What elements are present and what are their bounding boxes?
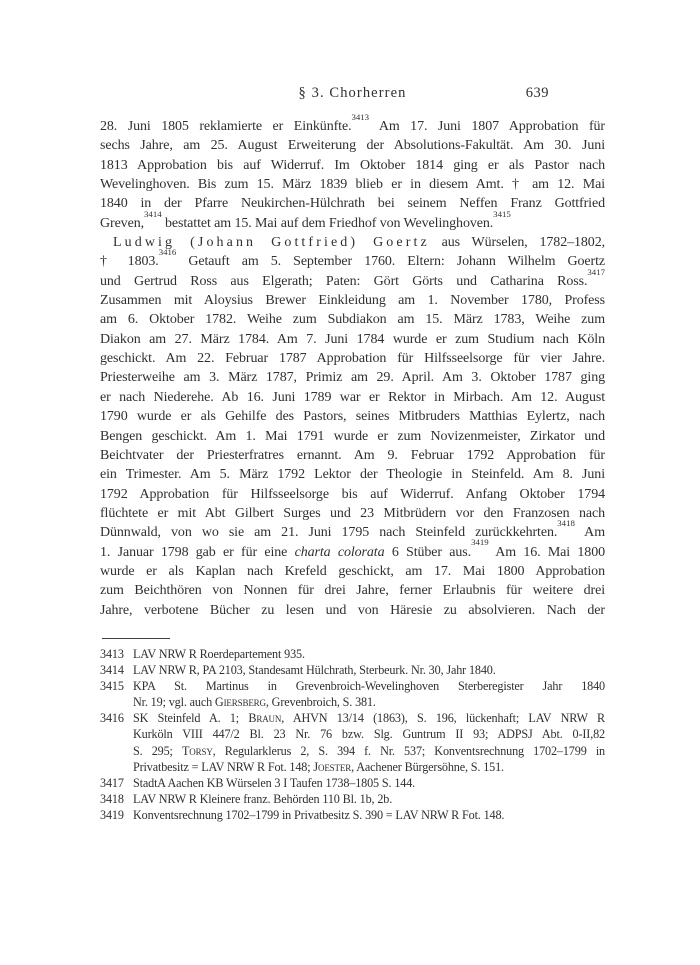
body-text — [100, 111, 605, 620]
page-header — [100, 85, 605, 105]
text-line — [100, 518, 605, 542]
text-line — [133, 662, 605, 678]
footnote-number: 3419 — [100, 807, 124, 822]
footnote-item — [100, 807, 605, 823]
text-run: Privatbesitz = LAV NRW R Fot. 148; — [133, 759, 314, 774]
footnote-ref: 3417 — [587, 266, 605, 277]
text-run: LAV NRW R Roerdepartement 935. — [133, 647, 305, 661]
text-run: KPA St. Martinus in Grevenbroich-Wevelinghoven Sterberegister Jahr 1840 — [133, 679, 605, 694]
text-run: Greven, — [100, 215, 145, 231]
text-run: Priesterweihe am 3. März 1787, Primiz am 29. April. Am 3. Oktober 1787 ging — [100, 370, 605, 386]
text-run: 1790 wurde er als Gehilfe des Pastors, seines Mitbruders Matthias Eylertz, nach — [100, 409, 605, 425]
text-run: StadtA Aachen KB Würselen 3 I Taufen 1738–1805 S. 144. — [133, 775, 416, 790]
text-line — [100, 330, 605, 349]
text-line — [133, 807, 605, 823]
text-run: ein Trimester. Am 5. März 1792 Lektor der Theologie in Steinfeld. Am 8. Juni — [100, 467, 605, 483]
text-run: flüchtete er mit Abt Gilbert Surges und 23 Mitbrüdern vor den Franzosen nach — [100, 505, 605, 521]
text-line — [133, 743, 605, 759]
footnote-text — [133, 662, 605, 678]
text-line — [100, 247, 605, 271]
footnote-ref: 3419 — [471, 537, 489, 548]
footnote-number: 3415 — [100, 679, 124, 694]
text-run: Diakon am 27. März 1784. Am 7. Juni 1784 wurde er zum Studium nach Köln — [100, 331, 605, 347]
text-run: und Gertrud Ross aus Elgerath; Paten: Gört Görts und Catharina Ross. — [100, 273, 588, 289]
text-run: wurde er als Kaplan nach Krefeld geschickt, am 17. Mai 1800 Approbation — [100, 563, 605, 579]
footnote-item — [100, 646, 605, 662]
text-run: Beichtvater der Priesterfratres ernannt. Am 9. Februar 1792 Approbation für — [100, 447, 605, 463]
text-line — [100, 175, 605, 194]
person-name-spaced: Ludwig (Johann Gottfried) Goertz — [113, 235, 430, 251]
text-run: Konventsrechnung 1702–1799 in Privatbesitz S. 390 = LAV NRW R Fot. 148. — [133, 807, 505, 822]
section-heading: § 3. Chorherren — [298, 85, 407, 101]
text-line — [133, 775, 605, 791]
text-line — [100, 349, 605, 368]
text-line — [133, 646, 605, 662]
text-line — [133, 678, 605, 694]
text-run: Getauft am 5. September 1760. Eltern: Johann Wilhelm Goertz — [176, 254, 605, 270]
text-line — [100, 310, 605, 329]
text-line — [100, 485, 605, 504]
author-smallcaps: Giersberg — [214, 695, 266, 710]
text-line — [100, 156, 605, 175]
text-run: Kurköln VIII 447/2 Bl. 23 Nr. 76 bzw. Slg. Guntrum II 93; ADPSJ Abt. 0-II,82 — [133, 727, 605, 742]
text-run: Dünnwald, von wo sie am 21. Juni 1795 nach Steinfeld zurückkehrten. — [100, 525, 558, 541]
text-run: LAV NRW R, PA 2103, Standesamt Hülchrath, Sterbeurk. Nr. 30, Jahr 1840. — [133, 663, 496, 678]
page-number: 639 — [525, 85, 549, 101]
text-line — [100, 194, 605, 213]
text-run: SK Steinfeld A. 1; — [133, 711, 249, 726]
text-line — [100, 111, 605, 136]
text-line — [133, 694, 605, 710]
footnote-number: 3417 — [100, 775, 124, 790]
footnote-text — [133, 710, 605, 774]
text-run: , Regularklerus 2, S. 394 f. Nr. 537; Konventsrechnung 1702–1799 in — [212, 743, 606, 758]
footnote-number: 3414 — [100, 663, 124, 678]
text-run: Am 17. Juni 1807 Approbation für — [369, 119, 605, 134]
footnote-item — [100, 710, 605, 774]
text-run: Am — [574, 525, 605, 541]
text-line — [133, 710, 605, 726]
footnote-ref: 3416 — [158, 247, 177, 258]
text-run: Zusammen mit Aloysius Brewer Einkleidung am 1. November 1780, Profess — [100, 293, 605, 309]
author-smallcaps: Joester — [313, 759, 352, 774]
text-run: sechs Jahre, am 25. August Erweiterung der Absolutions-Fakultät. Am 30. Juni — [100, 138, 605, 154]
text-run: Wevelinghoven. Bis zum 15. März 1839 blieb er in diesem Amt. † am 12. Mai — [100, 177, 605, 193]
text-line — [133, 759, 605, 775]
text-run: , Aachener Bürgersöhne, S. 151. — [351, 759, 504, 774]
footnote-item — [100, 662, 605, 678]
text-run: 1813 Approbation bis auf Widerruf. Im Oktober 1814 ging er als Pastor nach — [100, 157, 605, 173]
text-run: LAV NRW R Kleinere franz. Behörden 110 Bl. 1b, 2b. — [133, 791, 393, 806]
text-line — [100, 291, 605, 310]
text-line — [100, 562, 605, 581]
text-line — [133, 726, 605, 742]
footnote-item — [100, 678, 605, 710]
text-run: 1. Januar 1798 gab er für eine — [100, 544, 295, 560]
text-run: , Grevenbroich, S. 381. — [265, 695, 376, 710]
text-run: , AHVN 13/14 (1863), S. 196, lückenhaft; LAV NRW R — [281, 711, 605, 726]
text-line — [100, 446, 605, 465]
text-run: † 1803. — [100, 254, 159, 270]
text-line — [100, 581, 605, 600]
text-line — [100, 427, 605, 446]
text-run: 1792 Approbation für Hilfsseelsorge bis auf Widerruf. Anfang Oktober 1794 — [100, 486, 605, 502]
footnote-number: 3413 — [100, 647, 124, 661]
footnote-text — [133, 807, 605, 823]
text-run: 1840 in der Pfarre Neukirchen-Hülchrath bei seinem Neffen Franz Gottfried — [100, 196, 605, 212]
text-run: S. 295; — [133, 743, 182, 758]
footnote-text — [133, 646, 605, 662]
italic-term: charta colorata — [294, 544, 385, 560]
text-run: zum Beichthören von Nonnen für drei Jahre, ferner Erlaubnis für weitere drei — [100, 583, 605, 599]
text-run: am 6. Oktober 1782. Weihe zum Subdiakon am 15. März 1783, Weihe zum — [100, 312, 605, 328]
footnote-number: 3416 — [100, 711, 124, 726]
text-line — [100, 407, 605, 426]
text-run: 28. Juni 1805 reklamierte er Einkünfte. — [100, 119, 352, 134]
text-run: Bengen geschickt. Am 1. Mai 1791 wurde er zum Novizenmeister, Zirkator und — [100, 428, 605, 444]
text-line — [133, 791, 605, 807]
text-run: er nach Niederehe. Ab 16. Juni 1789 war er Rektor in Mirbach. Am 12. August — [100, 389, 605, 405]
footnote-ref: 3413 — [351, 111, 370, 122]
footnote-text — [133, 775, 605, 791]
footnote-ref: 3414 — [144, 208, 162, 219]
text-run: aus Würselen, 1782–1802, — [429, 235, 605, 251]
footnotes — [100, 646, 605, 823]
text-line — [100, 208, 605, 233]
text-run: Jahre, verbotene Bücher zu lesen und von Häresie zu absolvieren. Nach der — [100, 602, 605, 618]
text-line — [100, 368, 605, 387]
author-smallcaps: Braun — [248, 711, 282, 726]
text-line — [100, 504, 605, 523]
text-line — [100, 388, 605, 407]
text-line — [100, 266, 605, 291]
footnote-ref: 3415 — [493, 208, 511, 219]
text-run: 6 Stüber aus. — [384, 544, 472, 560]
text-line — [100, 601, 605, 620]
text-run: Nr. 19; vgl. auch — [133, 695, 215, 710]
footnote-text — [133, 791, 605, 807]
footnote-number: 3418 — [100, 791, 124, 806]
footnote-separator — [102, 638, 170, 639]
footnote-item — [100, 791, 605, 807]
footnote-item — [100, 775, 605, 791]
text-line — [100, 537, 605, 562]
text-run: geschickt. Am 22. Februar 1787 Approbation für Hilfsseelsorge für vier Jahre. — [100, 351, 605, 367]
footnote-text — [133, 678, 605, 710]
text-line — [100, 465, 605, 484]
author-smallcaps: Torsy — [181, 743, 213, 758]
footnote-ref: 3418 — [557, 518, 575, 529]
text-line — [100, 136, 605, 155]
text-run: Am 16. Mai 1800 — [488, 544, 605, 560]
text-run: bestattet am 15. Mai auf dem Friedhof von Wevelinghoven. — [161, 215, 494, 231]
